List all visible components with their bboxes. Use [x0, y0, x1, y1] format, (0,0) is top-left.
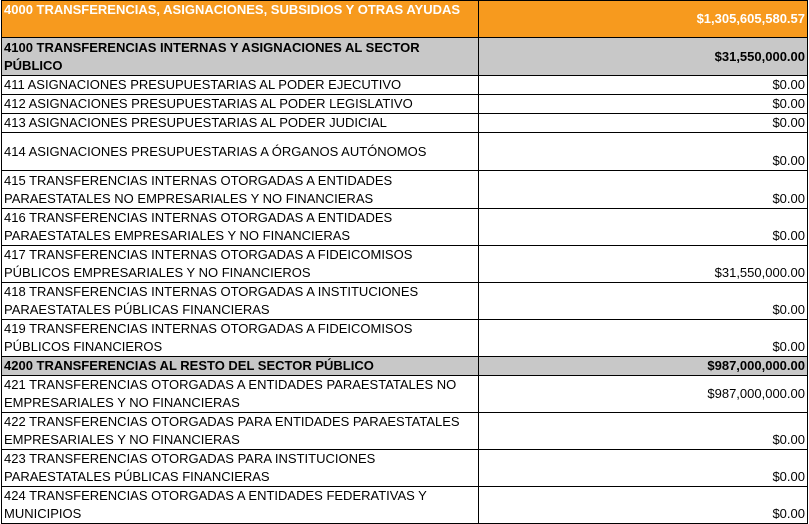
- budget-table: [1, 0, 808, 524]
- table-row: [2, 76, 808, 95]
- row-amount: $0.00: [479, 95, 808, 114]
- table-row: [2, 209, 808, 246]
- row-amount: $0.00: [479, 209, 808, 246]
- row-label: 414 ASIGNACIONES PRESUPUESTARIAS A ÓRGANOS AUTÓNOMOS: [2, 133, 479, 171]
- row-amount: $0.00: [479, 413, 808, 450]
- table-row: [2, 487, 808, 524]
- row-amount: $987,000,000.00: [479, 376, 808, 413]
- row-amount: $31,550,000.00: [479, 246, 808, 283]
- section-amount: $31,550,000.00: [479, 38, 808, 76]
- row-label: 411 ASIGNACIONES PRESUPUESTARIAS AL PODER EJECUTIVO: [2, 76, 479, 95]
- chapter-row: [2, 1, 808, 38]
- chapter-label: 4000 TRANSFERENCIAS, ASIGNACIONES, SUBSIDIOS Y OTRAS AYUDAS: [2, 1, 479, 38]
- table-row: [2, 283, 808, 320]
- row-amount: $0.00: [479, 114, 808, 133]
- row-amount: $0.00: [479, 450, 808, 487]
- section-label: 4100 TRANSFERENCIAS INTERNAS Y ASIGNACIONES AL SECTOR PÚBLICO: [2, 38, 479, 76]
- row-label: 416 TRANSFERENCIAS INTERNAS OTORGADAS A ENTIDADES PARAESTATALES EMPRESARIALES Y NO FINANCIERAS: [2, 209, 479, 246]
- row-amount: $0.00: [479, 487, 808, 524]
- row-label: 418 TRANSFERENCIAS INTERNAS OTORGADAS A INSTITUCIONES PARAESTATALES PÚBLICAS FINANCIERAS: [2, 283, 479, 320]
- row-label: 419 TRANSFERENCIAS INTERNAS OTORGADAS A FIDEICOMISOS PÚBLICOS FINANCIEROS: [2, 320, 479, 357]
- row-amount: $0.00: [479, 76, 808, 95]
- section-label: 4200 TRANSFERENCIAS AL RESTO DEL SECTOR PÚBLICO: [2, 357, 479, 376]
- row-label: 422 TRANSFERENCIAS OTORGADAS PARA ENTIDADES PARAESTATALES EMPRESARIALES Y NO FINANCIERAS: [2, 413, 479, 450]
- row-amount: $0.00: [479, 171, 808, 209]
- section-row: [2, 38, 808, 76]
- table-row: [2, 246, 808, 283]
- table-row: [2, 95, 808, 114]
- table-row: [2, 133, 808, 171]
- chapter-amount: $1,305,605,580.57: [479, 1, 808, 38]
- row-label: 413 ASIGNACIONES PRESUPUESTARIAS AL PODER JUDICIAL: [2, 114, 479, 133]
- table-row: [2, 376, 808, 413]
- table-row: [2, 413, 808, 450]
- row-amount: $0.00: [479, 133, 808, 171]
- row-label: 423 TRANSFERENCIAS OTORGADAS PARA INSTITUCIONES PARAESTATALES PÚBLICAS FINANCIERAS: [2, 450, 479, 487]
- row-label: 417 TRANSFERENCIAS INTERNAS OTORGADAS A FIDEICOMISOS PÚBLICOS EMPRESARIALES Y NO FINANCIEROS: [2, 246, 479, 283]
- table-row: [2, 450, 808, 487]
- row-label: 412 ASIGNACIONES PRESUPUESTARIAS AL PODER LEGISLATIVO: [2, 95, 479, 114]
- section-amount: $987,000,000.00: [479, 357, 808, 376]
- row-amount: $0.00: [479, 320, 808, 357]
- row-label: 424 TRANSFERENCIAS OTORGADAS A ENTIDADES FEDERATIVAS Y MUNICIPIOS: [2, 487, 479, 524]
- table-row: [2, 114, 808, 133]
- table-row: [2, 320, 808, 357]
- row-amount: $0.00: [479, 283, 808, 320]
- row-label: 415 TRANSFERENCIAS INTERNAS OTORGADAS A ENTIDADES PARAESTATALES NO EMPRESARIALES Y NO FINANCIERAS: [2, 171, 479, 209]
- section-row: [2, 357, 808, 376]
- table-row: [2, 171, 808, 209]
- row-label: 421 TRANSFERENCIAS OTORGADAS A ENTIDADES PARAESTATALES NO EMPRESARIALES Y NO FINANCIERAS: [2, 376, 479, 413]
